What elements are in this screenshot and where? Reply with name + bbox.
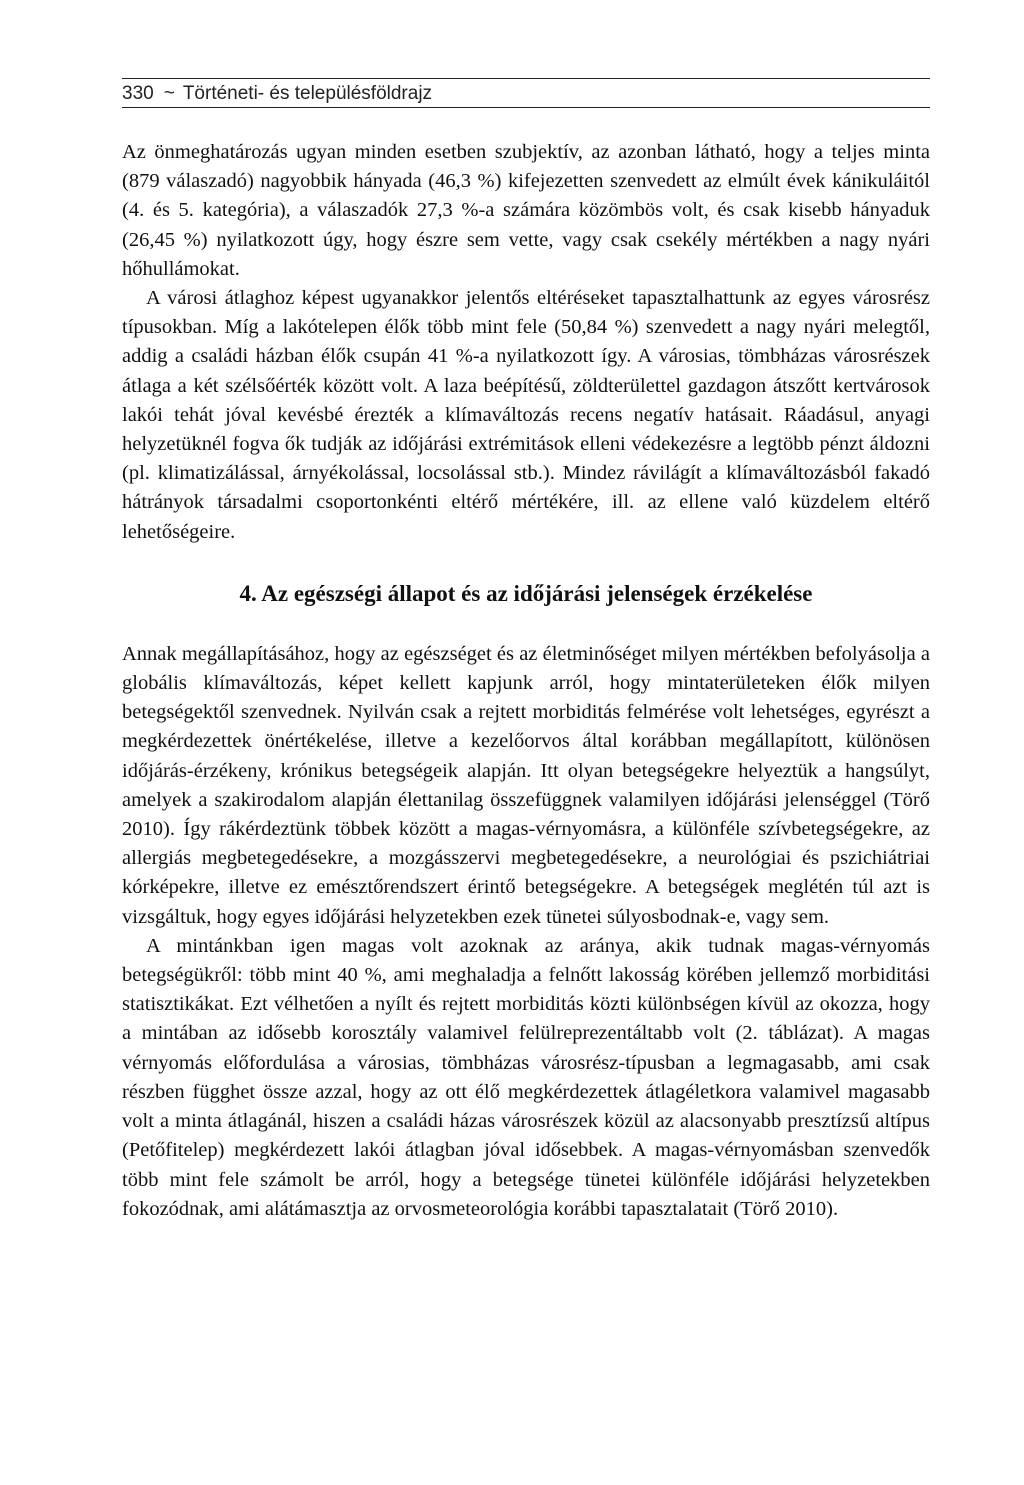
paragraph: A mintánkban igen magas volt azoknak az aránya, akik tudnak magas-vérnyomás betegségükről: több mint 40 %, ami meghaladja a felnőtt lakosság körében jellemző morbiditási statisztikákat. Ezt vélhetően a nyílt és rejtett morbiditás közti különbségen kívül az okozza, hogy a mintában az idősebb korosztály valamivel felülreprezentáltabb volt (2. táblázat). A magas vérnyomás előfordulása a városias, tömbházas városrész-típusban a legmagasabb, ami csak részben függhet össze azzal, hogy az ott élő megkérdezettek átlagéletkora valamivel magasabb volt a minta átlagánál, hiszen a családi házas városrészek közül az alacsonyabb presztízsű altípus (Petőfitelep) megkérdezett lakói átlagban jóval idősebbek. A magas-vérnyomásban szenvedők több mint fele számolt be arról, hogy a betegsége tünetei különféle időjárási helyzetekben fokozódnak, ami alátámasztja az orvosmeteorológia korábbi tapasztalatait (Törő 2010). <box>122 934 930 1220</box>
section-1-text <box>122 138 930 547</box>
section-2-text <box>122 640 930 1224</box>
running-header <box>122 78 930 108</box>
section-heading: 4. Az egészségi állapot és az időjárási jelenségek érzékelése <box>239 580 813 606</box>
page-number: 330 <box>122 83 154 104</box>
paragraph: Az önmeghatározás ugyan minden esetben szubjektív, az azonban látható, hogy a teljes minta (879 válaszadó) nagyobbik hányada (46,3 %) kifejezetten szenvedett az elmúlt évek kánikuláitól (4. és 5. kategória), a válaszadók 27,3 %-a számára közömbös volt, és csak kisebb hányaduk (26,45 %) nyilatkozott úgy, hogy észre sem vette, vagy csak csekély mértékben a nagy nyári hőhullámokat. <box>122 141 930 280</box>
paragraph: Annak megállapításához, hogy az egészséget és az életminőséget milyen mértékben befolyásolja a globális klímaváltozás, képet kellett kapjunk arról, hogy mintaterületeken élők milyen betegségektől szenvednek. Nyilván csak a rejtett morbiditás felmérése volt lehetséges, egyrészt a megkérdezettek önértékelése, illetve a kezelőorvos által korábban megállapított, különösen időjárás-érzékeny, krónikus betegségeik alapján. Itt olyan betegségekre helyeztük a hangsúlyt, amelyek a szakirodalom alapján élettanilag összefüggnek valamilyen időjárási jelenséggel (Törő 2010). Így rákérdeztünk többek között a magas-vérnyomásra, a különféle szívbetegségekre, az allergiás megbetegedésekre, a mozgásszervi megbetegedésekre, a neurológiai és pszichiátriai kórképekre, illetve ez emésztőrendszert érintő betegségekre. A betegségek meglétén túl azt is vizsgáltuk, hogy egyes időjárási helyzetekben ezek tünetei súlyosbodnak-e, vagy sem. <box>122 642 930 928</box>
header-separator: ~ <box>163 83 175 104</box>
book-page <box>122 78 930 1224</box>
paragraph: A városi átlaghoz képest ugyanakkor jelentős eltéréseket tapasztalhattunk az egyes városrész típusokban. Míg a lakótelepen élők több mint fele (50,84 %) szenvedett a nagy nyári melegtől, addig a családi házban élők csupán 41 %-a nyilatkozott így. A városias, tömbházas városrészek átlaga a két szélsőérték között volt. A laza beépítésű, zöldterülettel gazdagon átszőtt kertvárosok lakói tehát jóval kevésbé érezték a klímaváltozás recens negatív hatásait. Ráadásul, anyagi helyzetüknél fogva ők tudják az időjárási extrémitások elleni védekezésre a legtöbb pénzt áldozni (pl. klimatizálással, árnyékolással, locsolással stb.). Mindez rávilágít a klímaváltozásból fakadó hátrányok társadalmi csoportonkénti eltérő mértékére, ill. az ellene való küzdelem eltérő lehetőségeire. <box>122 287 930 543</box>
running-title: Történeti- és településföldrajz <box>182 83 433 104</box>
